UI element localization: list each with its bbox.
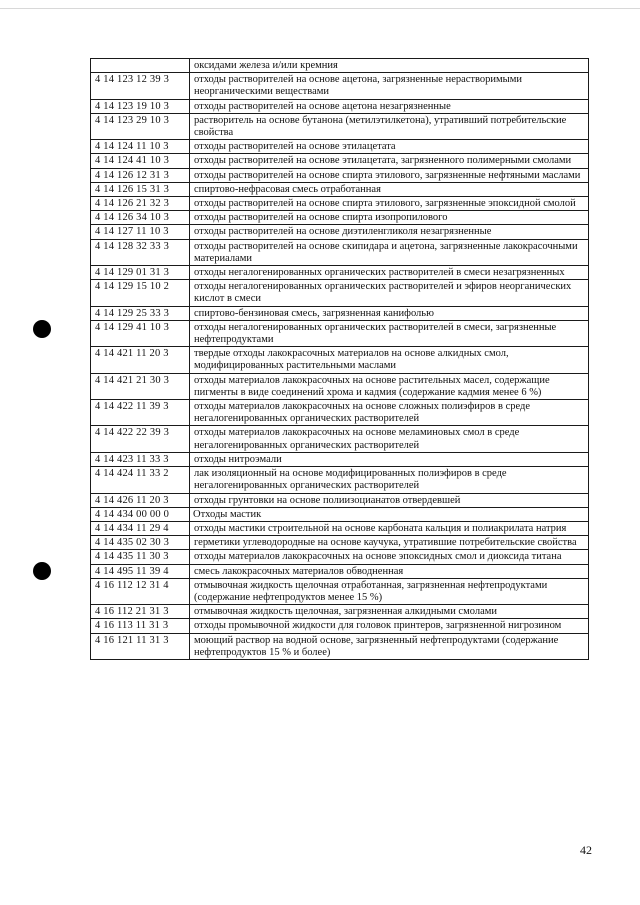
waste-code-cell: 4 14 435 11 30 3	[91, 550, 190, 564]
waste-description-cell: отходы негалогенированных органических растворителей в смеси незагрязненных	[190, 266, 589, 280]
table-row	[91, 154, 589, 168]
waste-code-cell: 4 14 424 11 33 2	[91, 467, 190, 493]
table-row	[91, 225, 589, 239]
table-row	[91, 400, 589, 426]
punch-hole	[33, 320, 51, 338]
waste-description-cell: растворитель на основе бутанона (метилэтилкетона), утративший потребительские свойства	[190, 113, 589, 139]
waste-description-cell: отходы растворителей на основе ацетона, загрязненные нерастворимыми неорганическими веществами	[190, 73, 589, 99]
waste-code-cell: 4 14 423 11 33 3	[91, 452, 190, 466]
waste-code-cell: 4 14 434 00 00 0	[91, 507, 190, 521]
table-row	[91, 306, 589, 320]
waste-description-cell: твердые отходы лакокрасочных материалов на основе алкидных смол, модифицированных растительными маслами	[190, 347, 589, 373]
table-row	[91, 564, 589, 578]
waste-description-cell: отходы растворителей на основе ацетона незагрязненные	[190, 99, 589, 113]
waste-description-cell: отходы растворителей на основе спирта этилового, загрязненные нефтяными маслами	[190, 168, 589, 182]
waste-code-cell: 4 14 426 11 20 3	[91, 493, 190, 507]
waste-code-cell: 4 14 495 11 39 4	[91, 564, 190, 578]
waste-code-cell: 4 14 126 12 31 3	[91, 168, 190, 182]
table-row	[91, 536, 589, 550]
waste-description-cell: отходы растворителей на основе спирта этилового, загрязненные эпоксидной смолой	[190, 197, 589, 211]
waste-description-cell: смесь лакокрасочных материалов обводненная	[190, 564, 589, 578]
punch-hole	[33, 562, 51, 580]
table-row	[91, 73, 589, 99]
waste-code-cell	[91, 59, 190, 73]
table-row	[91, 373, 589, 399]
waste-code-cell: 4 16 113 11 31 3	[91, 619, 190, 633]
waste-description-cell: отходы материалов лакокрасочных на основе эпоксидных смол и диоксида титана	[190, 550, 589, 564]
waste-code-cell: 4 14 126 21 32 3	[91, 197, 190, 211]
waste-description-cell: отходы негалогенированных органических растворителей в смеси, загрязненные нефтепродуктами	[190, 320, 589, 346]
waste-code-cell: 4 16 121 11 31 3	[91, 633, 190, 659]
waste-code-cell: 4 14 123 19 10 3	[91, 99, 190, 113]
page-number: 42	[580, 843, 592, 857]
waste-description-cell: моющий раствор на водной основе, загрязненный нефтепродуктами (содержание нефтепродуктов 15 % и более)	[190, 633, 589, 659]
waste-description-cell: спиртово-бензиновая смесь, загрязненная канифолью	[190, 306, 589, 320]
waste-description-cell: отходы мастики строительной на основе карбоната кальция и полиакрилата натрия	[190, 521, 589, 535]
table-row	[91, 239, 589, 265]
waste-code-cell: 4 14 422 22 39 3	[91, 426, 190, 452]
table-row	[91, 605, 589, 619]
table-row	[91, 633, 589, 659]
table-row	[91, 426, 589, 452]
waste-code-cell: 4 14 129 25 33 3	[91, 306, 190, 320]
waste-code-cell: 4 14 421 21 30 3	[91, 373, 190, 399]
waste-code-cell: 4 14 129 01 31 3	[91, 266, 190, 280]
table-row	[91, 550, 589, 564]
table-row	[91, 140, 589, 154]
waste-code-cell: 4 14 422 11 39 3	[91, 400, 190, 426]
waste-description-cell: отходы материалов лакокрасочных на основе сложных полиэфиров в среде негалогенированных органических растворителей	[190, 400, 589, 426]
table-row	[91, 467, 589, 493]
table-row	[91, 320, 589, 346]
waste-description-cell: отходы растворителей на основе скипидара и ацетона, загрязненные лакокрасочными материалами	[190, 239, 589, 265]
waste-description-cell: лак изоляционный на основе модифицированных полиэфиров в среде негалогенированных органических растворителей	[190, 467, 589, 493]
table-row	[91, 521, 589, 535]
waste-code-cell: 4 16 112 12 31 4	[91, 578, 190, 604]
waste-description-cell: отходы нитроэмали	[190, 452, 589, 466]
waste-description-cell: отмывочная жидкость щелочная, загрязненная алкидными смолами	[190, 605, 589, 619]
waste-code-cell: 4 14 123 12 39 3	[91, 73, 190, 99]
table-row	[91, 59, 589, 73]
waste-code-cell: 4 14 124 11 10 3	[91, 140, 190, 154]
waste-code-cell: 4 14 435 02 30 3	[91, 536, 190, 550]
waste-code-cell: 4 14 421 11 20 3	[91, 347, 190, 373]
table-row	[91, 168, 589, 182]
table-row	[91, 280, 589, 306]
waste-description-cell: отходы грунтовки на основе полиизоцианатов отвердевшей	[190, 493, 589, 507]
waste-description-cell: герметики углеводородные на основе каучука, утратившие потребительские свойства	[190, 536, 589, 550]
waste-description-cell: отходы растворителей на основе этилацетата	[190, 140, 589, 154]
table-row	[91, 493, 589, 507]
waste-description-cell: спиртово-нефрасовая смесь отработанная	[190, 182, 589, 196]
waste-code-cell: 4 14 129 15 10 2	[91, 280, 190, 306]
waste-description-cell: отходы промывочной жидкости для головок принтеров, загрязненной нигрозином	[190, 619, 589, 633]
table-row	[91, 211, 589, 225]
waste-code-cell: 4 14 128 32 33 3	[91, 239, 190, 265]
table-row	[91, 99, 589, 113]
waste-description-cell: отходы растворителей на основе диэтиленгликоля незагрязненные	[190, 225, 589, 239]
table-row	[91, 197, 589, 211]
table-row	[91, 347, 589, 373]
waste-description-cell: отходы растворителей на основе этилацетата, загрязненного полимерными смолами	[190, 154, 589, 168]
waste-description-cell: отмывочная жидкость щелочная отработанная, загрязненная нефтепродуктами (содержание нефтепродуктов менее 15 %)	[190, 578, 589, 604]
waste-code-cell: 4 16 112 21 31 3	[91, 605, 190, 619]
waste-description-cell: оксидами железа и/или кремния	[190, 59, 589, 73]
table-row	[91, 507, 589, 521]
waste-code-cell: 4 14 127 11 10 3	[91, 225, 190, 239]
waste-code-cell: 4 14 124 41 10 3	[91, 154, 190, 168]
table-row	[91, 266, 589, 280]
waste-code-cell: 4 14 434 11 29 4	[91, 521, 190, 535]
waste-code-cell: 4 14 123 29 10 3	[91, 113, 190, 139]
waste-description-cell: отходы материалов лакокрасочных на основе меламиновых смол в среде негалогенированных органических растворителей	[190, 426, 589, 452]
table-row	[91, 113, 589, 139]
waste-code-table	[90, 58, 589, 660]
table-row	[91, 578, 589, 604]
waste-code-cell: 4 14 126 34 10 3	[91, 211, 190, 225]
waste-description-cell: отходы негалогенированных органических растворителей и эфиров неорганических кислот в смеси	[190, 280, 589, 306]
table-row	[91, 182, 589, 196]
scan-top-edge	[0, 8, 640, 9]
waste-description-cell: Отходы мастик	[190, 507, 589, 521]
table-row	[91, 452, 589, 466]
waste-code-cell: 4 14 126 15 31 3	[91, 182, 190, 196]
waste-code-cell: 4 14 129 41 10 3	[91, 320, 190, 346]
table-row	[91, 619, 589, 633]
waste-description-cell: отходы растворителей на основе спирта изопропилового	[190, 211, 589, 225]
waste-description-cell: отходы материалов лакокрасочных на основе растительных масел, содержащие пигменты в виде соединений хрома и кадмия (содержание кадмия менее 6 %)	[190, 373, 589, 399]
